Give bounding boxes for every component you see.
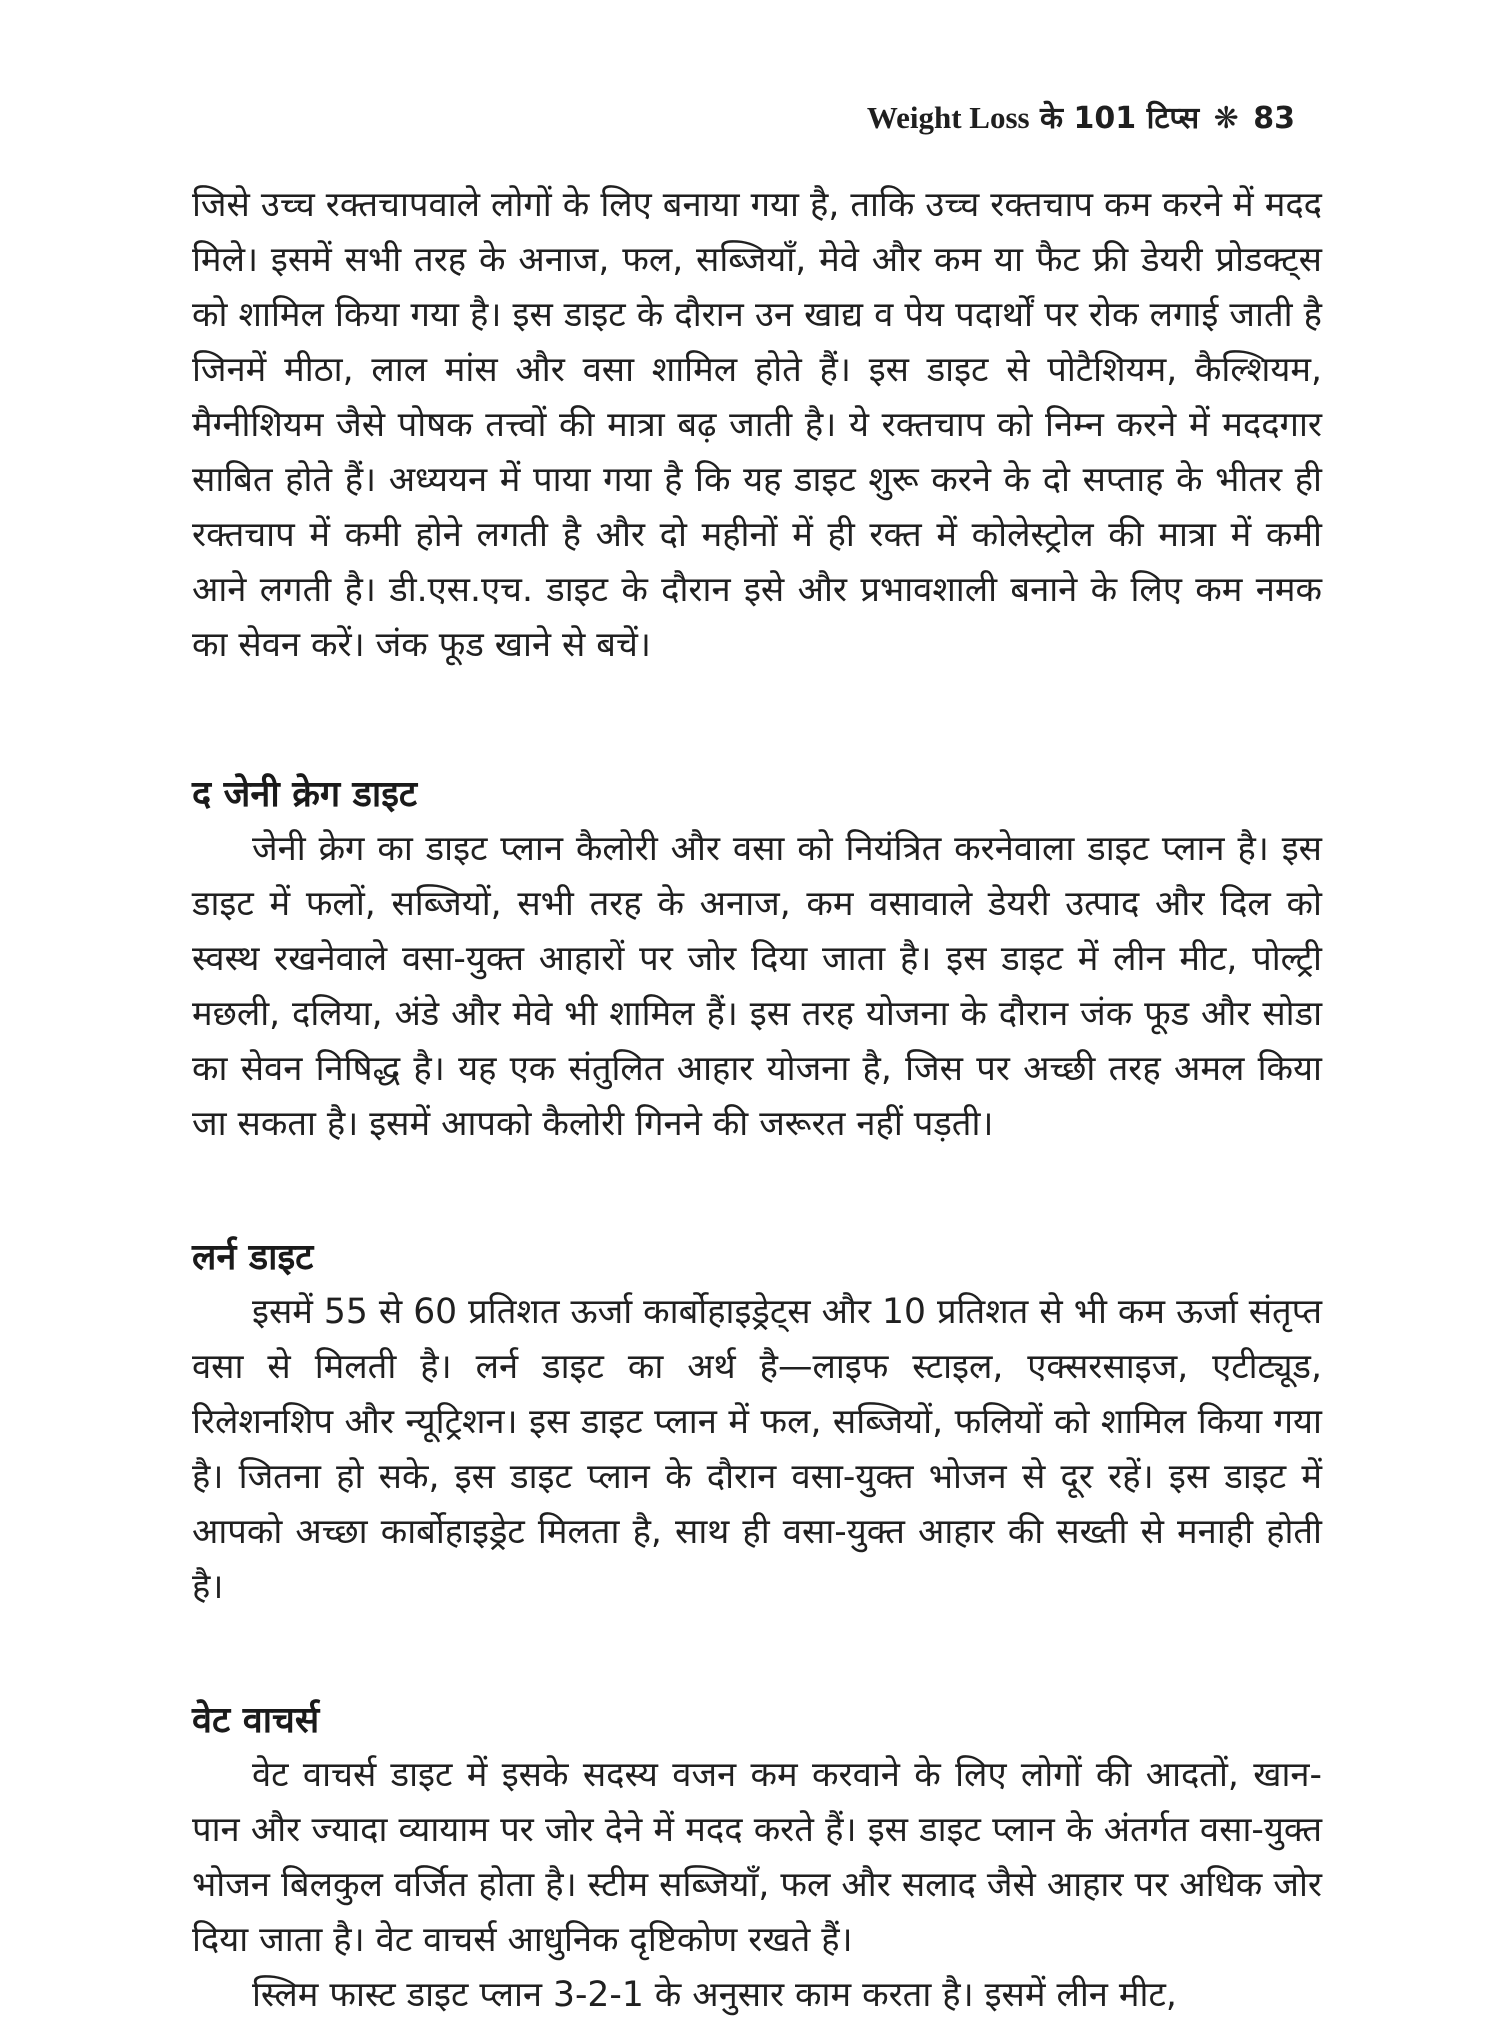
ornament-separator-icon: ❋ xyxy=(1213,101,1239,136)
running-head xyxy=(867,96,1295,137)
section-spacer xyxy=(192,1615,1322,1693)
page-number: 83 xyxy=(1253,101,1295,136)
section-continuation-paragraph: स्लिम फास्ट डाइट प्लान 3-2-1 के अनुसार काम करता है। इसमें लीन मीट, xyxy=(252,1975,1177,2015)
section-spacer xyxy=(192,1152,1322,1230)
section-jenny-craig xyxy=(192,767,1322,1152)
page-body xyxy=(192,178,1322,2023)
running-head-title-latin: Weight Loss xyxy=(866,100,1030,135)
section-heading: वेट वाचर्स xyxy=(192,1700,320,1741)
section-heading: द जेनी क्रेग डाइट xyxy=(192,774,418,815)
section-learn-diet xyxy=(192,1230,1322,1615)
running-head-title-rest: के 101 टिप्स xyxy=(1040,101,1200,136)
section-heading: लर्न डाइट xyxy=(192,1237,314,1278)
section-weight-watchers xyxy=(192,1693,1322,2023)
section-paragraph: वेट वाचर्स डाइट में इसके सदस्य वजन कम करवाने के लिए लोगों की आदतों, खान-पान और ज्यादा व्यायाम पर जोर देने में मदद करते हैं। इस डाइट प्लान के अंतर्गत वसा-युक्त भोजन बिलकुल वर्जित होता है। स्टीम सब्जियाँ, फल और सलाद जैसे आहार पर अधिक जोर दिया जाता है। वेट वाचर्स आधुनिक दृष्टिकोण रखते हैं। xyxy=(192,1755,1322,1960)
section-spacer xyxy=(192,673,1322,767)
intro-paragraph: जिसे उच्च रक्तचापवाले लोगों के लिए बनाया गया है, ताकि उच्च रक्तचाप कम करने में मदद मिले। इसमें सभी तरह के अनाज, फल, सब्जियाँ, मेवे और कम या फैट फ्री डेयरी प्रोडक्ट्स को शामिल किया गया है। इस डाइट के दौरान उन खाद्य व पेय पदार्थों पर रोक लगाई जाती है जिनमें मीठा, लाल मांस और वसा शामिल होते हैं। इस डाइट से पोटैशियम, कैल्शियम, मैग्नीशियम जैसे पोषक तत्त्वों की मात्रा बढ़ जाती है। ये रक्तचाप को निम्न करने में मददगार साबित होते हैं। अध्ययन में पाया गया है कि यह डाइट शुरू करने के दो सप्ताह के भीतर ही रक्तचाप में कमी होने लगती है और दो महीनों में ही रक्त में कोलेस्ट्रोल की मात्रा में कमी आने लगती है। डी.एस.एच. डाइट के दौरान इसे और प्रभावशाली बनाने के लिए कम नमक का सेवन करें। जंक फूड खाने से बचें। xyxy=(192,185,1322,665)
section-paragraph: इसमें 55 से 60 प्रतिशत ऊर्जा कार्बोहाइड्रेट्स और 10 प्रतिशत से भी कम ऊर्जा संतृप्त वसा से मिलती है। लर्न डाइट का अर्थ है—लाइफ स्टाइल, एक्सरसाइज, एटीट्यूड, रिलेशनशिप और न्यूट्रिशन। इस डाइट प्लान में फल, सब्जियों, फलियों को शामिल किया गया है। जितना हो सके, इस डाइट प्लान के दौरान वसा-युक्त भोजन से दूर रहें। इस डाइट में आपको अच्छा कार्बोहाइड्रेट मिलता है, साथ ही वसा-युक्त आहार की सख्ती से मनाही होती है। xyxy=(192,1292,1322,1607)
section-paragraph: जेनी क्रेग का डाइट प्लान कैलोरी और वसा को नियंत्रित करनेवाला डाइट प्लान है। इस डाइट में फलों, सब्जियों, सभी तरह के अनाज, कम वसावाले डेयरी उत्पाद और दिल को स्वस्थ रखनेवाले वसा-युक्त आहारों पर जोर दिया जाता है। इस डाइट में लीन मीट, पोल्ट्री मछली, दलिया, अंडे और मेवे भी शामिल हैं। इस तरह योजना के दौरान जंक फूड और सोडा का सेवन निषिद्ध है। यह एक संतुलित आहार योजना है, जिस पर अच्छी तरह अमल किया जा सकता है। इसमें आपको कैलोरी गिनने की जरूरत नहीं पड़ती। xyxy=(192,829,1322,1144)
